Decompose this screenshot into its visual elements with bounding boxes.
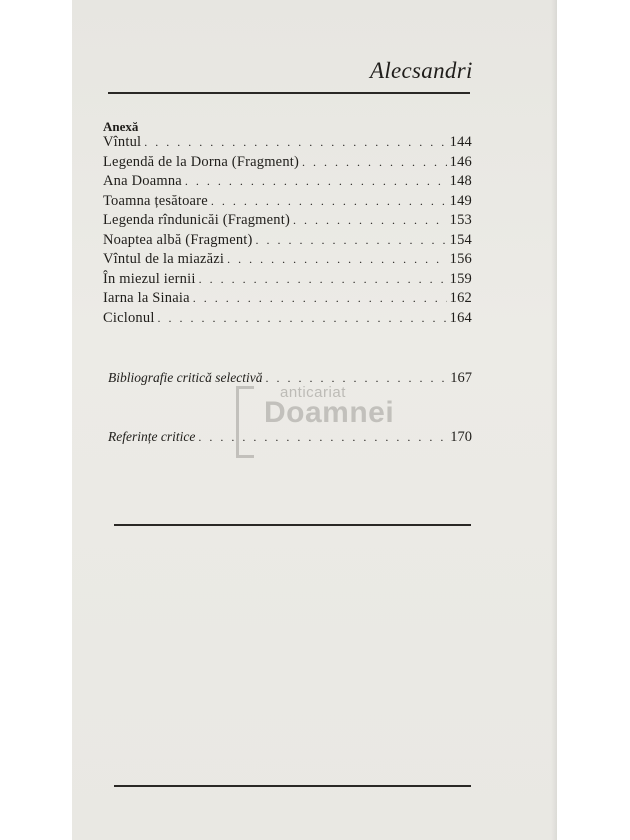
toc-entry-page: 162 (449, 290, 472, 306)
toc-entry-title: Iarna la Sinaia (103, 290, 190, 306)
toc-leader-dots (199, 272, 447, 287)
toc-entry-page: 149 (449, 192, 472, 209)
toc-entry-title: Vîntul de la miazăzi (103, 251, 225, 267)
toc-entry (103, 232, 472, 252)
section-title: Anexă (103, 119, 139, 134)
toc-entry (103, 154, 472, 174)
toc-entry-page: 153 (449, 212, 472, 228)
toc-entry-title: În miezul iernii (103, 270, 196, 287)
toc-entry-page: 144 (449, 134, 472, 150)
toc-entry-page: 146 (449, 153, 472, 170)
toc-entry-page: 164 (449, 309, 472, 326)
toc-entry-title: Vîntul (103, 134, 142, 150)
watermark-big-text: Doamnei (264, 396, 395, 429)
table-of-contents (103, 134, 472, 329)
toc-entry (103, 290, 472, 310)
toc-entry-title: Ana Doamna (103, 173, 182, 189)
bibliography-page: 167 (450, 370, 472, 386)
toc-entry-page: 148 (449, 173, 472, 189)
toc-entry-page: 154 (449, 231, 472, 248)
toc-entry-title: Noaptea albă (Fragment) (103, 231, 253, 248)
toc-entry-page: 156 (449, 251, 472, 267)
references-title: Referințe critice (108, 429, 196, 444)
toc-leader-dots (185, 174, 447, 189)
toc-leader-dots (193, 291, 447, 306)
toc-entry-title: Legenda rîndunicăi (Fragment) (103, 212, 290, 228)
page-edge-shadow (551, 0, 557, 840)
toc-leader-dots (256, 233, 447, 248)
toc-entry (103, 271, 472, 291)
watermark-small-text: anticariat (280, 384, 346, 401)
toc-entry (103, 251, 472, 271)
toc-leader-dots (302, 155, 447, 170)
references-page: 170 (450, 429, 472, 445)
footer-rule (114, 785, 471, 787)
running-head: Alecsandri (370, 58, 473, 83)
watermark-book-icon (236, 386, 254, 458)
header-rule (108, 92, 470, 94)
toc-entry (103, 310, 472, 330)
toc-leader-dots (227, 252, 446, 267)
bibliography-title: Bibliografie critică selectivă (108, 370, 263, 385)
references-entry (108, 429, 472, 446)
toc-leader-dots (158, 311, 447, 326)
toc-entry-page: 159 (449, 270, 472, 287)
toc-leader-dots (144, 135, 446, 150)
toc-entry (103, 193, 472, 213)
toc-leader-dots (211, 194, 447, 209)
toc-leader-dots (198, 430, 447, 445)
toc-entry-title: Legendă de la Dorna (Fragment) (103, 153, 300, 170)
toc-entry (103, 173, 472, 193)
divider-rule (114, 524, 471, 526)
toc-entry-title: Toamna țesătoare (103, 192, 208, 209)
toc-entry (103, 134, 472, 154)
toc-entry (103, 212, 472, 232)
toc-entry-title: Ciclonul (103, 309, 155, 326)
toc-leader-dots (293, 213, 447, 228)
watermark-logo (236, 384, 406, 462)
